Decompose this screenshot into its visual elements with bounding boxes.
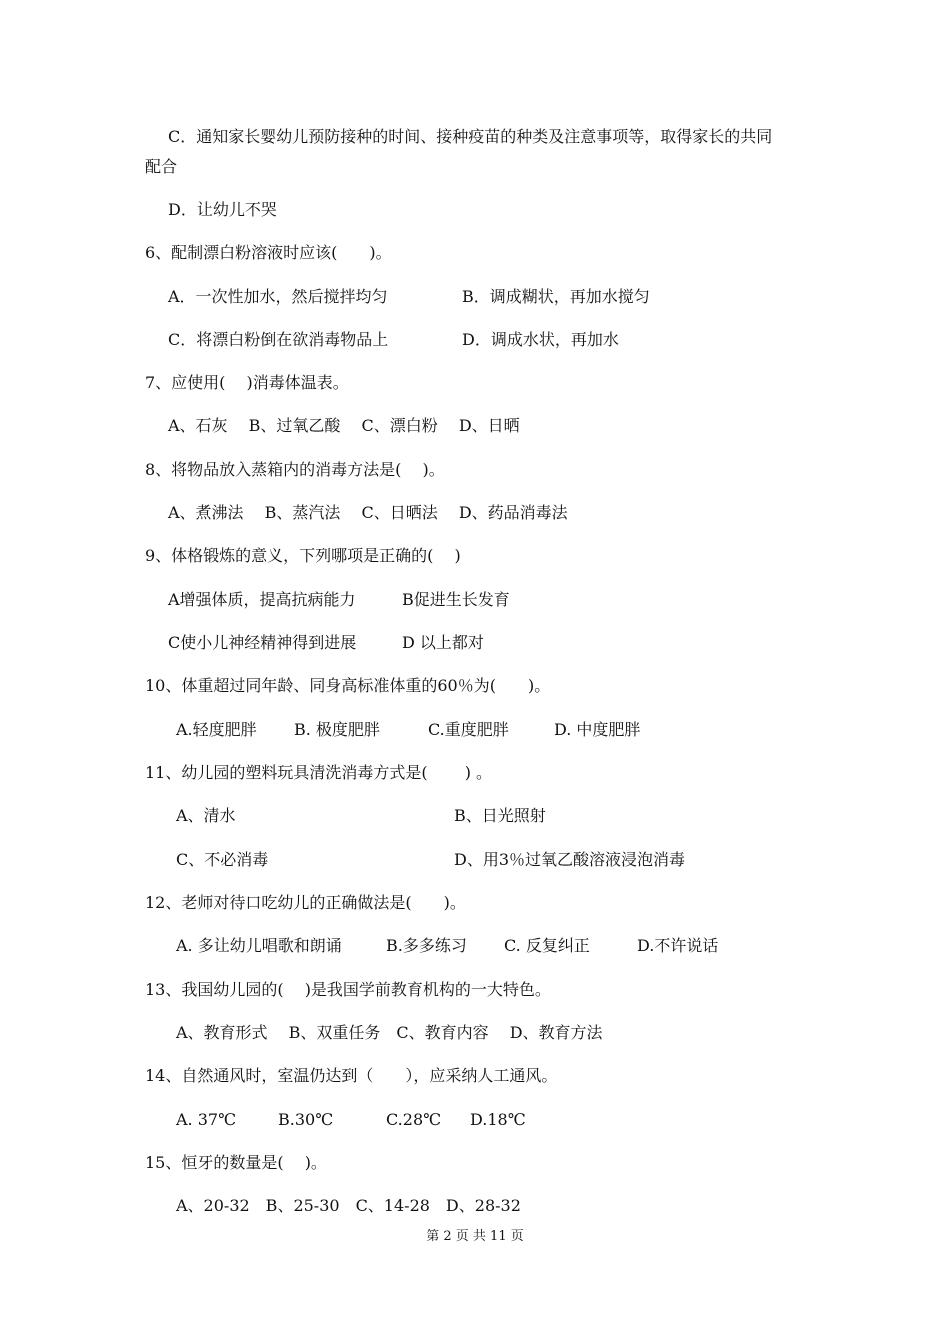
option-b-q6: B．调成糊状，再加水搅匀 [462, 287, 650, 306]
question-6: 6、配制漂白粉溶液时应该( )。 [145, 243, 392, 262]
option-b-q14: B.30℃ [278, 1110, 334, 1129]
option-b-q11: B、日光照射 [454, 806, 546, 825]
options-q15: A、20-32 B、25-30 C、14-28 D、28-32 [176, 1196, 521, 1215]
question-10: 10、体重超过同年龄、同身高标准体重的60％为( )。 [145, 676, 551, 695]
option-d-q10: D. 中度肥胖 [554, 720, 641, 739]
option-b-q12: B.多多练习 [386, 936, 467, 955]
option-c-q5-line1: C．通知家长婴幼儿预防接种的时间、接种疫苗的种类及注意事项等，取得家长的共同 [168, 127, 773, 146]
question-12: 12、老师对待口吃幼儿的正确做法是( )。 [145, 893, 466, 912]
option-d-q9: D 以上都对 [402, 633, 484, 652]
question-15: 15、恒牙的数量是( )。 [145, 1153, 327, 1172]
option-c-q9: C使小儿神经精神得到进展 [168, 633, 357, 652]
option-d-q14: D.18℃ [470, 1110, 526, 1129]
options-q7: A、石灰 B、过氧乙酸 C、漂白粉 D、日晒 [168, 416, 520, 435]
question-9: 9、体格锻炼的意义，下列哪项是正确的( ) [145, 546, 461, 565]
page-footer: 第 2 页 共 11 页 [426, 1229, 524, 1244]
option-c-q6: C．将漂白粉倒在欲消毒物品上 [168, 330, 389, 349]
option-c-q10: C.重度肥胖 [428, 720, 509, 739]
option-a-q9: A增强体质，提高抗病能力 [168, 590, 356, 609]
option-a-q10: A.轻度肥胖 [176, 720, 257, 739]
option-d-q5: D．让幼儿不哭 [168, 200, 277, 219]
option-a-q12: A. 多让幼儿唱歌和朗诵 [176, 936, 342, 955]
option-d-q12: D.不许说话 [637, 936, 719, 955]
question-7: 7、应使用( )消毒体温表。 [145, 373, 349, 392]
options-q8: A、煮沸法 B、蒸汽法 C、日晒法 D、药品消毒法 [168, 503, 568, 522]
option-d-q11: D、用3％过氧乙酸溶液浸泡消毒 [454, 850, 686, 869]
option-a-q11: A、清水 [176, 806, 236, 825]
question-8: 8、将物品放入蒸箱内的消毒方法是( )。 [145, 460, 445, 479]
question-13: 13、我国幼儿园的( )是我国学前教育机构的一大特色。 [145, 980, 551, 999]
option-c-q5-line2: 配合 [145, 157, 178, 176]
option-a-q14: A. 37℃ [176, 1110, 236, 1129]
options-q13: A、教育形式 B、双重任务 C、教育内容 D、教育方法 [176, 1023, 603, 1042]
option-b-q9: B促进生长发育 [402, 590, 510, 609]
option-d-q6: D．调成水状，再加水 [462, 330, 619, 349]
option-c-q12: C. 反复纠正 [504, 936, 590, 955]
question-14: 14、自然通风时，室温仍达到（ ），应采纳人工通风。 [145, 1066, 558, 1085]
option-c-q11: C、不必消毒 [176, 850, 269, 869]
option-a-q6: A．一次性加水，然后搅拌均匀 [168, 287, 388, 306]
option-c-q14: C.28℃ [386, 1110, 442, 1129]
question-11: 11、幼儿园的塑料玩具清洗消毒方式是( ) 。 [145, 763, 493, 782]
option-b-q10: B. 极度肥胖 [294, 720, 380, 739]
